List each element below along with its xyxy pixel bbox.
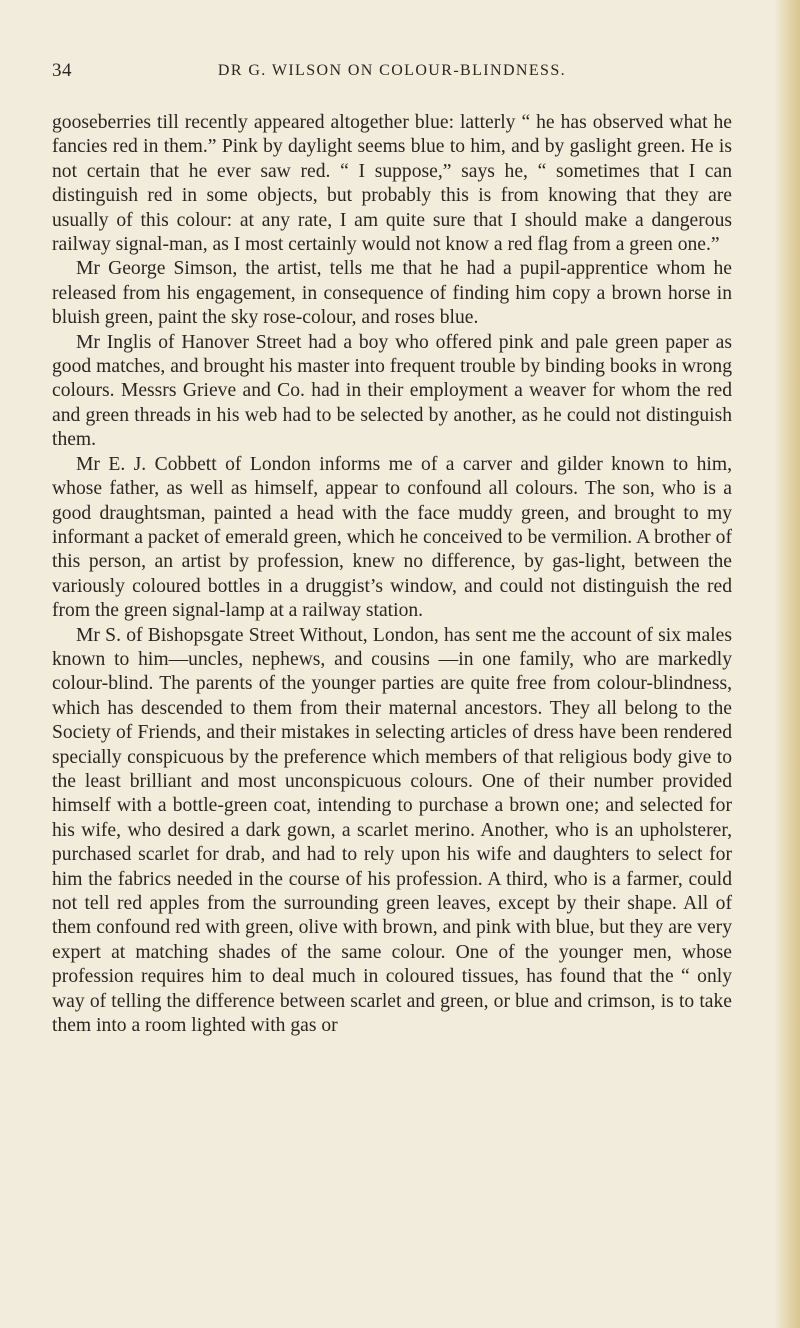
page-header <box>52 60 732 90</box>
page-number: 34 <box>52 60 72 81</box>
running-head: DR G. WILSON ON COLOUR-BLINDNESS. <box>217 62 567 79</box>
body-text <box>52 111 732 1038</box>
paragraph: Mr George Simson, the artist, tells me that he had a pupil-apprentice whom he released from his engagement, in consequence of finding him copy a brown horse in bluish green, paint the sky rose-colour, and roses blue. <box>52 258 732 329</box>
paragraph: Mr S. of Bishopsgate Street Without, London, has sent me the account of six males known to him—uncles, nephews, and cousins —in one family, who are markedly colour-blind. The parents of the younger parties are quite free from colour-blindness, which has descended to them from their maternal ancestors. They all belong to the Society of Friends, and their mistakes in selecting articles of dress have been rendered specially conspicuous by the preference which members of that religious body give to the least brilliant and most unconspicuous colours. One of their number provided himself with a bottle-green coat, intending to purchase a brown one; and selected for his wife, who desired a dark gown, a scarlet merino. Another, who is an upholsterer, purchased scarlet for drab, and had to rely upon his wife and daughters to select for him the fabrics needed in the course of his profession. A third, who is a farmer, could not tell red apples from the surrounding green leaves, except by their shape. All of them confound red with green, olive with brown, and pink with blue, but they are very expert at matching shades of the same colour. One of the younger men, whose profession requires him to deal much in coloured tissues, has found that the “ only way of telling the difference between scarlet and green, or blue and crimson, is to take them into a room lighted with gas or <box>52 624 732 1037</box>
paragraph: Mr E. J. Cobbett of London informs me of a carver and gilder known to him, whose father, as well as himself, appear to confound all colours. The son, who is a good draughtsman, painted a head with the face muddy green, and brought to my informant a packet of emerald green, which he conceived to be vermilion. A brother of this person, an artist by profession, knew no difference, by gas-light, between the variously coloured bottles in a druggist’s window, and could not distinguish the red from the green signal-lamp at a railway station. <box>52 453 732 622</box>
paragraph: gooseberries till recently appeared altogether blue: latterly “ he has observed what he fancies red in them.” Pink by daylight seems blue to him, and by gaslight green. He is not certain that he ever saw red. “ I suppose,” says he, “ sometimes that I can distinguish red in some objects, but probably this is from knowing that they are usually of this colour: at any rate, I am quite sure that I should make a dangerous railway signal-man, as I most certainly would not know a red flag from a green one.” <box>52 112 732 256</box>
page-edge <box>774 0 800 1328</box>
paragraph: Mr Inglis of Hanover Street had a boy who offered pink and pale green paper as good matches, and brought his master into frequent trouble by binding books in wrong colours. Messrs Grieve and Co. had in their employment a weaver for whom the red and green threads in his web had to be selected by another, as he could not distinguish them. <box>52 331 732 451</box>
